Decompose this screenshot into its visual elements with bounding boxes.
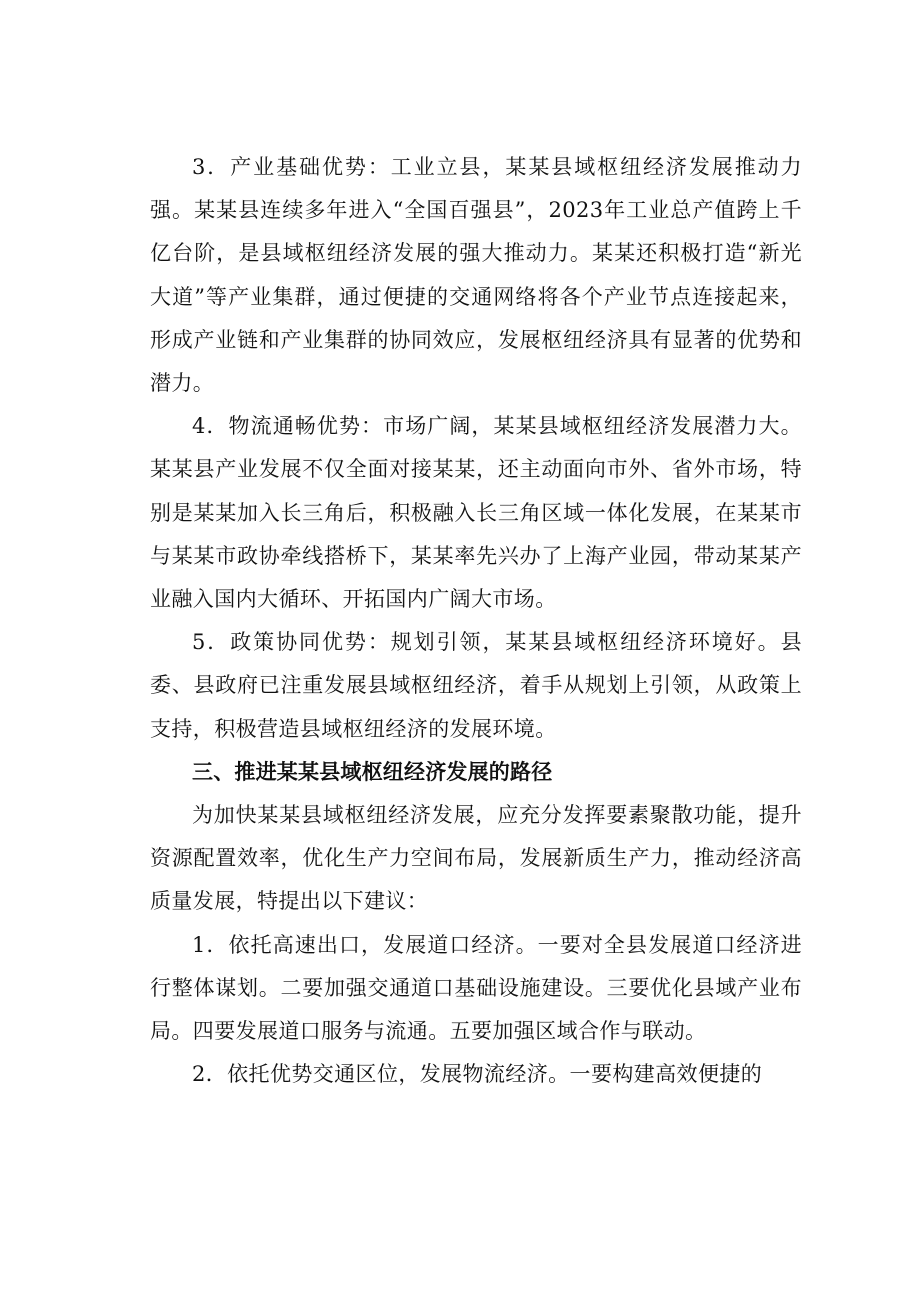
paragraph-logistics-economy: 2．依托优势交通区位，发展物流经济。一要构建高效便捷的 [192, 1062, 763, 1087]
paragraph-section-intro: 为加快某某县域枢纽经济发展，应充分发挥要素聚散功能，提升资源配置效率，优化生产力空间布局，发展新质生产力，推动经济高质量发展，特提出以下建议： [150, 803, 802, 914]
paragraph-industry-advantage: 3．产业基础优势：工业立县，某某县域枢纽经济发展推动力强。某某县连续多年进入“全国百强县”，2023年工业总产值跨上千亿台阶，是县域枢纽经济发展的强大推动力。某某还积极打造“新光大道”等产业集群，通过便捷的交通网络将各个产业节点连接起来，形成产业链和产业集群的协同效应，发展枢纽经济具有显著的优势和潜力。 [150, 155, 802, 396]
paragraph-logistics-advantage: 4．物流通畅优势：市场广阔，某某县域枢纽经济发展潜力大。某某县产业发展不仅全面对接某某，还主动面向市外、省外市场，特别是某某加入长三角后，积极融入长三角区域一体化发展，在某某市与某某市政协牵线搭桥下，某某率先兴办了上海产业园，带动某某产业融入国内大循环、开拓国内广阔大市场。 [150, 414, 802, 612]
section-heading: 三、推进某某县域枢纽经济发展的路径 [192, 759, 553, 784]
paragraph-highway-exit: 1．依托高速出口，发展道口经济。一要对全县发展道口经济进行整体谋划。二要加强交通道口基础设施建设。三要优化县域产业布局。四要发展道口服务与流通。五要加强区域合作与联动。 [150, 932, 802, 1044]
paragraph-policy-advantage: 5．政策协同优势：规划引领，某某县域枢纽经济环境好。县委、县政府已注重发展县域枢纽经济，着手从规划上引领，从政策上支持，积极营造县域枢纽经济的发展环境。 [150, 630, 802, 741]
document-page [150, 146, 802, 1096]
